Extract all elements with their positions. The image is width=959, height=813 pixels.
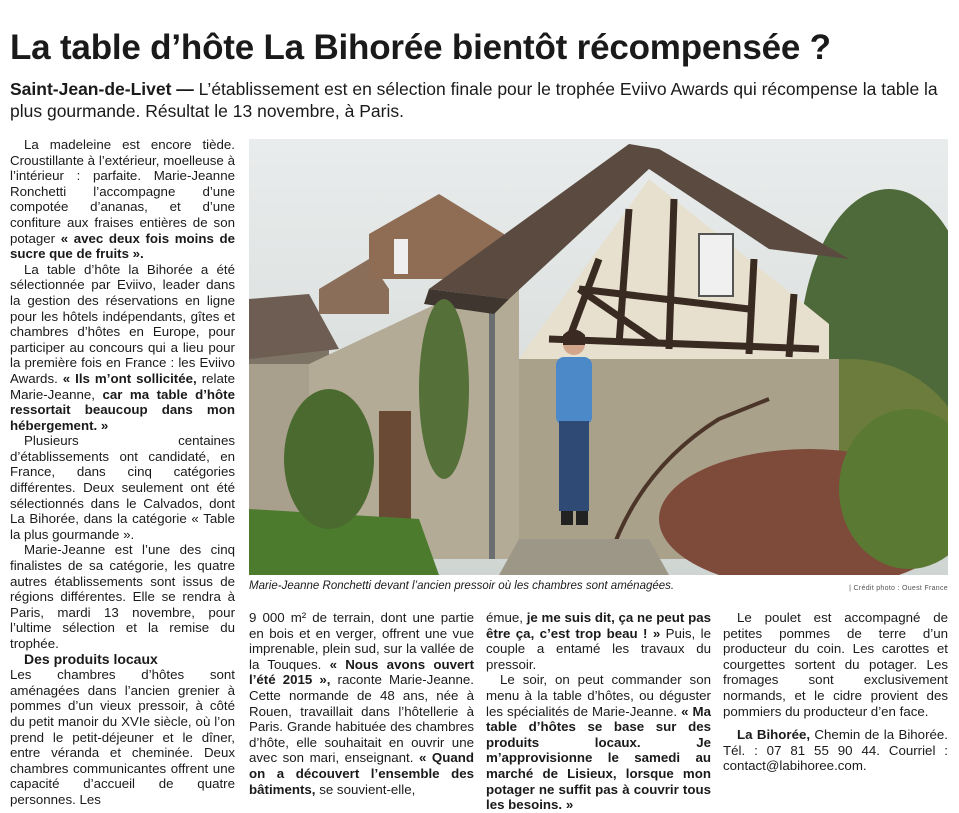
article-column-2	[249, 610, 474, 797]
lede	[10, 78, 950, 122]
paragraph: 9 000 m² de terrain, dont une partie en bois et en verger, offrent une vue imprenable, plein sud, sur la vallée de la Touques. « Nous avons ouvert l’été 2015 », raconte Marie-Jeanne. Cette normande de 48 ans, née à Rouen, travaillait dans l’hôtellerie à Paris. Grande habituée des chambres d’hôte, elle souhaitait en ouvrir une avec son mari, enseignant. « Quand on a découvert l’ensemble des bâtiments, se souvient-elle,	[249, 610, 475, 797]
article-column-1	[10, 137, 235, 808]
paragraph: Les chambres d’hôtes sont aménagées dans l’ancien grenier à pommes d’un vieux pressoir, à côté du petit manoir du XVIe siècle, où l’on prend le petit-déjeuner et le dîner, entre véranda et cheminée. Deux chambres communicantes offrent une capacité d’accueil de quatre personnes. Les	[10, 667, 235, 807]
paragraph: La table d’hôte la Bihorée a été sélectionnée par Eviivo, leader dans la gestion des réservations en ligne pour les hôtels indépendants, gîtes et chambres d’hôtes en Europe, pour participer au concours qui a lieu pour la première fois en France : les Eviivo Awards. « Ils m’ont sollicitée, relate Marie-Jeanne, car ma table d’hôte ressortait beaucoup dans mon hébergement. »	[10, 261, 235, 433]
paragraph: La madeleine est encore tiède. Croustillante à l’extérieur, moelleuse à l’intérieur : parfaite. Marie-Jeanne Ronchetti l’accompagne d’une compotée d’ananas, et d’une confiture aux fraises entières de son potager « avec deux fois moins de sucre que de fruits ».	[10, 137, 236, 262]
article-column-3	[486, 610, 711, 813]
article-photo	[249, 139, 948, 575]
contact-info: La Bihorée, Chemin de la Bihorée. Tél. : 07 81 55 90 44. Courriel : contact@labihoree.com.	[723, 727, 948, 774]
photo-credit: | Crédit photo : Ouest France	[849, 585, 948, 592]
paragraph: émue, je me suis dit, ça ne peut pas être ça, c’est trop beau ! » Puis, le couple a entamé les travaux du pressoir.	[486, 610, 711, 672]
house-photo-illustration	[249, 139, 948, 575]
article-column-4	[723, 610, 948, 774]
headline: La table d’hôte La Bihorée bientôt récompensée ?	[10, 28, 831, 67]
paragraph: Plusieurs centaines d’établissements ont candidaté, en France, dans cinq catégories différentes. Deux seulement ont été sélectionnés dans le Calvados, dont La Bihorée, dans la catégorie « Table la plus gourmande ».	[10, 433, 235, 542]
subheading: Des produits locaux	[24, 650, 158, 667]
paragraph: Le soir, on peut commander son menu à la table d’hôtes, ou déguster les spécialités de Marie-Jeanne. « Ma table d’hôtes se base sur des produits locaux. Je m’approvisionne le samedi au marché de Lisieux, lorsque mon potager ne suffit pas à couvrir tous les besoins. »	[486, 672, 711, 813]
dateline: Saint-Jean-de-Livet —	[10, 79, 194, 99]
paragraph: Marie-Jeanne est l’une des cinq finalistes de sa catégorie, les quatre autres établissements sont issus de régions différentes. Elle se rendra à Paris, mardi 13 novembre, pour l’ultime sélection et la remise du trophée.	[10, 542, 235, 651]
photo-caption: Marie-Jeanne Ronchetti devant l’ancien pressoir où les chambres sont aménagées.	[249, 580, 675, 592]
paragraph: Le poulet est accompagné de petites pommes de terre d’un producteur du coin. Les carottes et courgettes sortent du potager. Les fromages sont exclusivement normands, et le cidre provient des pommiers du producteur d’en face.	[723, 610, 948, 719]
lede-text: L’établissement est en sélection finale pour le trophée Eviivo Awards qui récompense la table la plus gourmande. Résultat le 13 novembre, à Paris.	[10, 79, 938, 121]
